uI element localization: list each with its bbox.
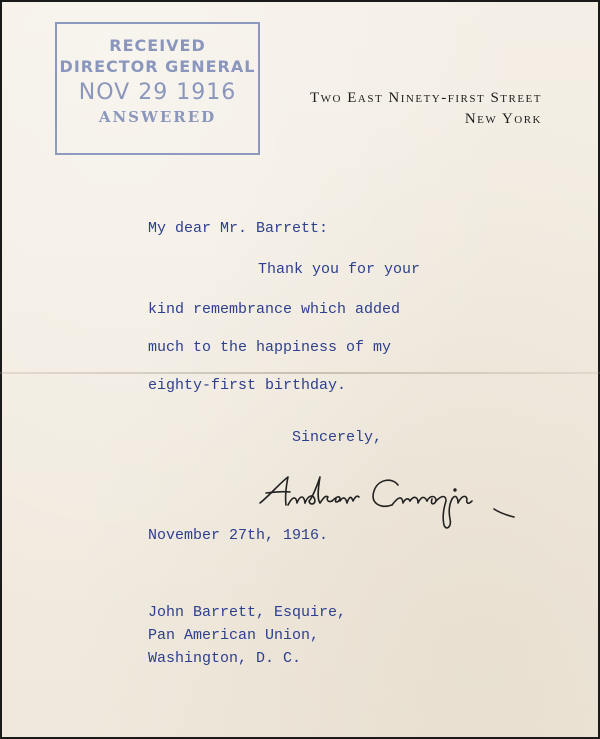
handwritten-signature [252, 465, 532, 535]
closing: Sincerely, [292, 429, 383, 446]
body-line-3: much to the happiness of my [148, 339, 392, 356]
letterhead-street: Two East Ninety-first Street [309, 90, 542, 106]
stamp-date: NOV 29 1916 [78, 80, 237, 105]
stamp-status: ANSWERED [98, 108, 217, 126]
body-line-4: eighty-first birthday. [148, 377, 347, 394]
received-stamp [55, 22, 260, 155]
recipient-line-3: Washington, D. C. [148, 650, 302, 667]
body-line-1: Thank you for your [258, 261, 421, 278]
stamp-received-text: RECEIVED [109, 36, 206, 55]
stamp-director-text: DIRECTOR GENERAL [59, 57, 256, 76]
paper-fold-line [0, 372, 600, 374]
letterhead-city: New York [464, 111, 542, 127]
recipient-line-2: Pan American Union, [148, 627, 320, 644]
salutation: My dear Mr. Barrett: [148, 220, 329, 237]
body-line-2: kind remembrance which added [148, 301, 401, 318]
letter-date: November 27th, 1916. [148, 527, 329, 544]
letterhead-address [310, 88, 542, 130]
recipient-line-1: John Barrett, Esquire, [148, 604, 347, 621]
